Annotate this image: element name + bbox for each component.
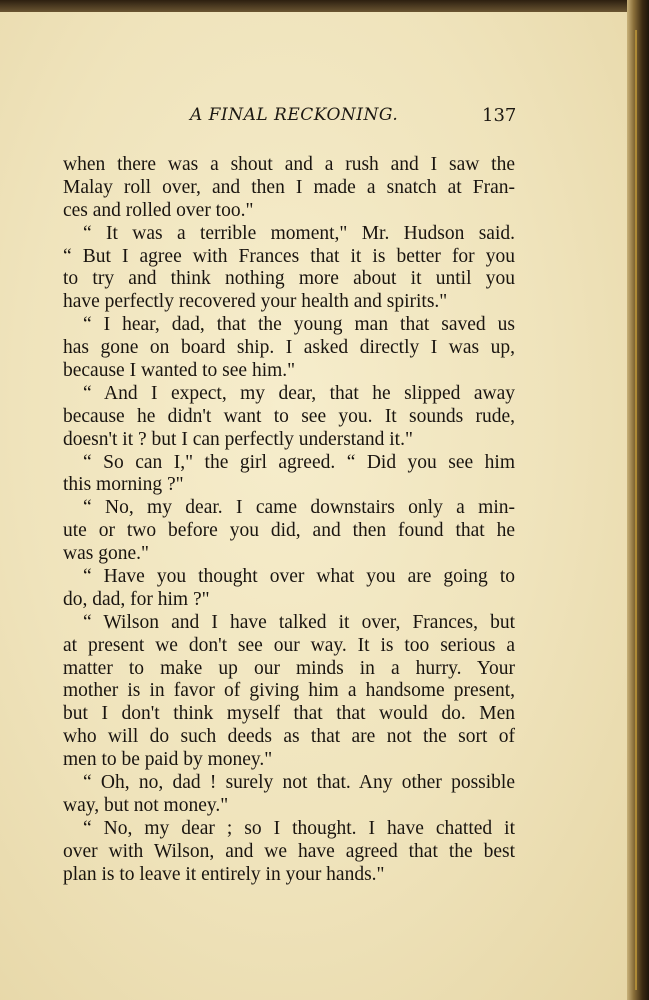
text-line: plan is to leave it entirely in your hands." (63, 863, 385, 885)
book-spine (627, 0, 649, 1000)
text-line: “ It was a terrible moment," Mr. Hudson said. (83, 222, 515, 244)
text-line: “ Wilson and I have talked it over, Frances, but (83, 611, 515, 633)
text-line: “ No, my dear. I came downstairs only a min- (83, 497, 515, 519)
running-head-title: A FINAL RECKONING. (190, 105, 399, 125)
text-line: “ And I expect, my dear, that he slipped away (83, 382, 515, 404)
text-line: “ No, my dear ; so I thought. I have chatted it (83, 817, 515, 839)
text-line: “ So can I," the girl agreed. “ Did you see him (83, 451, 515, 473)
text-line: “ Oh, no, dad ! surely not that. Any other possible (83, 772, 515, 794)
text-line: Malay roll over, and then I made a snatch at Fran- (63, 176, 515, 198)
body-text (63, 154, 515, 887)
text-line: way, but not money." (63, 794, 229, 816)
text-line: this morning ?" (63, 474, 184, 496)
text-line: was gone." (63, 543, 149, 565)
text-line: “ I hear, dad, that the young man that saved us (83, 314, 515, 336)
text-line: ute or two before you did, and then found that he (63, 520, 515, 542)
page-number: 137 (482, 105, 517, 126)
page-top-edge (0, 0, 649, 12)
text-line: over with Wilson, and we have agreed that the best (63, 840, 515, 862)
text-line: because he didn't want to see you. It sounds rude, (63, 405, 515, 427)
text-line: matter to make up our minds in a hurry. Your (63, 657, 515, 679)
text-line: “ Have you thought over what you are going to (83, 566, 515, 588)
text-line: to try and think nothing more about it until you (63, 268, 515, 290)
text-line: who will do such deeds as that are not the sort of (63, 726, 515, 748)
text-line: because I wanted to see him." (63, 360, 296, 382)
text-line: men to be paid by money." (63, 749, 273, 771)
text-line: but I don't think myself that that would do. Men (63, 703, 515, 725)
text-line: “ But I agree with Frances that it is better for you (63, 245, 515, 267)
text-line: have perfectly recovered your health and spirits." (63, 291, 448, 313)
text-line: at present we don't see our way. It is too serious a (63, 634, 515, 656)
text-line: do, dad, for him ?" (63, 588, 210, 610)
text-line: doesn't it ? but I can perfectly understand it." (63, 428, 413, 450)
spine-gilt-line (635, 30, 637, 990)
text-line: ces and rolled over too." (63, 199, 254, 221)
text-line: has gone on board ship. I asked directly I was up, (63, 337, 515, 359)
text-line: mother is in favor of giving him a handsome present, (63, 680, 515, 702)
book-page (0, 10, 628, 1000)
text-line: when there was a shout and a rush and I saw the (63, 154, 515, 175)
